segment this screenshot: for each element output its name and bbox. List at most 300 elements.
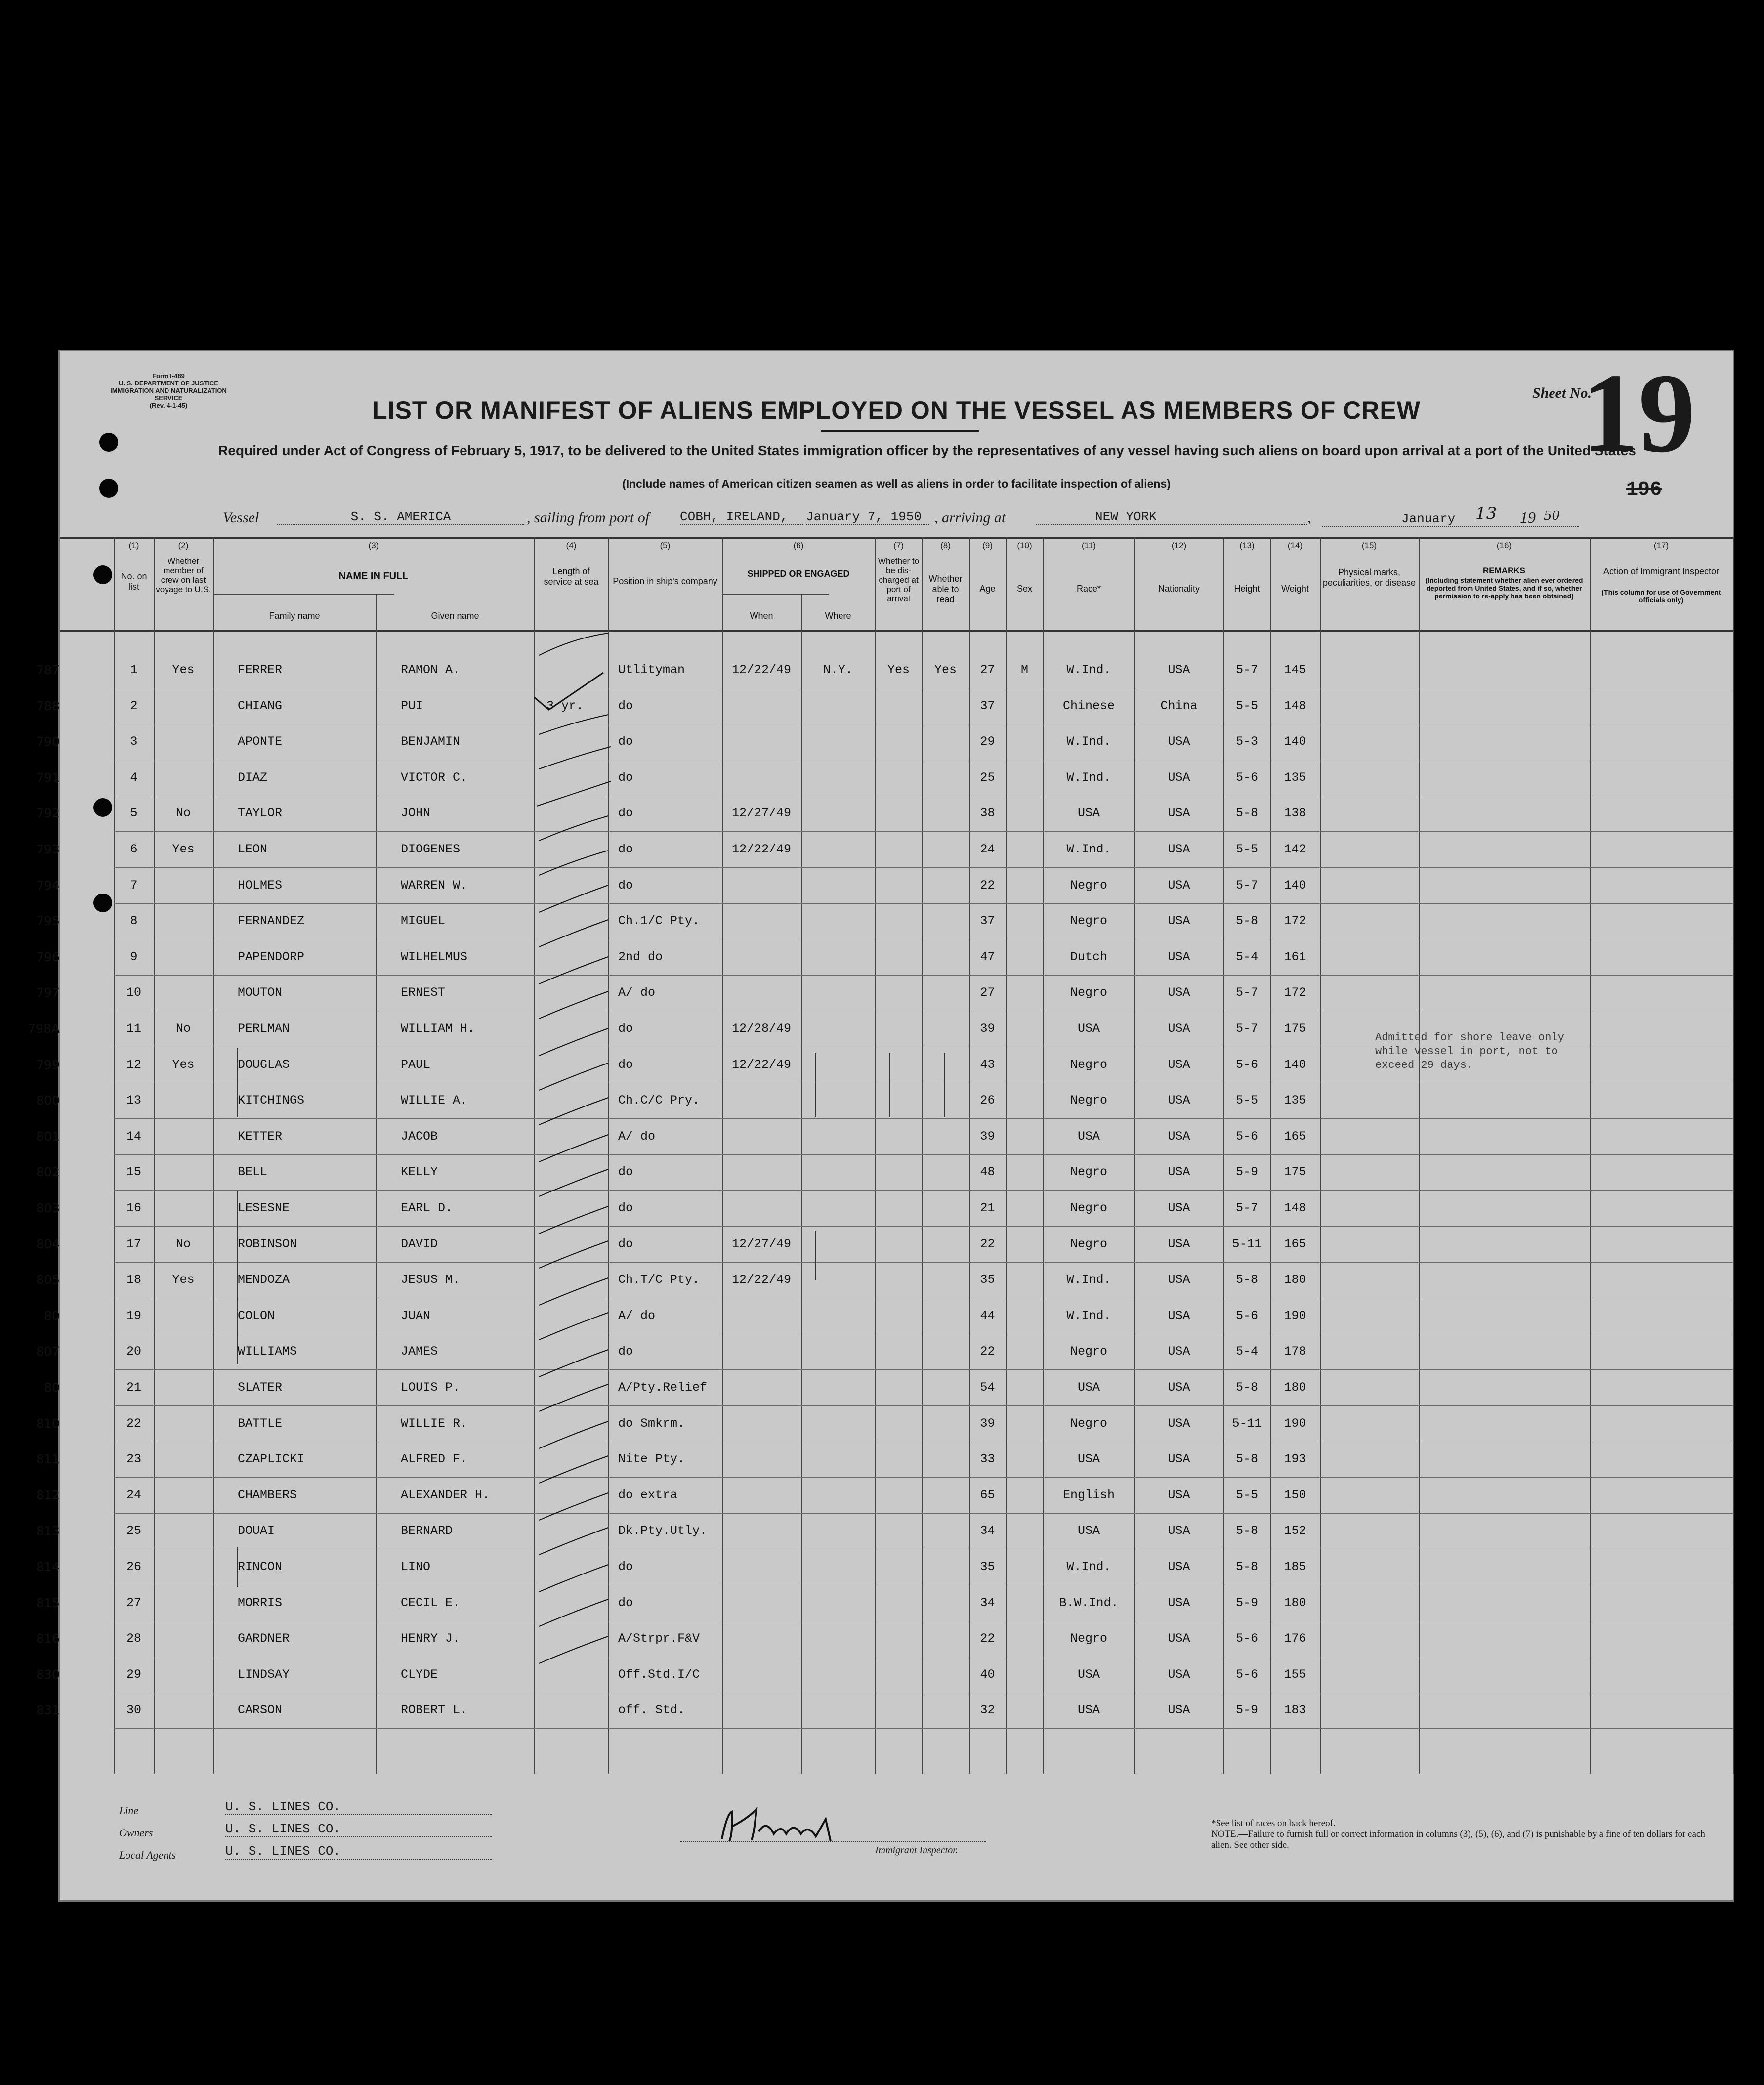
sex xyxy=(1006,1162,1043,1182)
list-number: 18 xyxy=(126,1273,141,1287)
remarks-line-2: while vessel in port, not to xyxy=(1375,1045,1558,1058)
header-remarks: REMARKS xyxy=(1483,566,1525,575)
sex xyxy=(1006,1270,1043,1290)
family-name: CARSON xyxy=(238,1703,283,1718)
nationality: USA xyxy=(1168,1416,1190,1431)
given-name: WILLIE A. xyxy=(401,1093,468,1108)
family-name: CHAMBERS xyxy=(238,1488,297,1502)
header-family-name: Family name xyxy=(269,611,320,621)
shipped-where xyxy=(801,947,875,967)
line-value: U. S. LINES CO. xyxy=(225,1799,492,1815)
col-number-5: (5) xyxy=(660,541,671,550)
height: 5-7 xyxy=(1235,985,1258,1000)
able-to-read xyxy=(922,947,969,967)
family-name: WILLIAMS xyxy=(238,1344,297,1359)
able-to-read xyxy=(922,1593,969,1613)
sailing-port: COBH, IRELAND, xyxy=(680,510,803,525)
margin-number: 805 xyxy=(36,1273,60,1287)
shipped-where xyxy=(801,1629,875,1649)
last-voyage xyxy=(154,1342,213,1362)
last-voyage xyxy=(154,1593,213,1613)
shipped-when xyxy=(722,911,801,931)
family-name: DIAZ xyxy=(238,770,268,785)
position: do xyxy=(618,842,633,856)
row-rule xyxy=(114,903,1733,904)
age: 38 xyxy=(980,806,995,821)
height: 5-8 xyxy=(1235,806,1258,821)
able-to-read xyxy=(922,840,969,859)
race: USA xyxy=(1077,1380,1100,1395)
race: Negro xyxy=(1070,1416,1107,1431)
last-voyage: Yes xyxy=(172,1057,195,1072)
height: 5-7 xyxy=(1235,878,1258,893)
family-name: LESESNE xyxy=(238,1201,290,1215)
margin-number: 807 xyxy=(36,1344,60,1359)
weight: 148 xyxy=(1284,1201,1306,1215)
shipped-when xyxy=(722,1629,801,1649)
nationality: USA xyxy=(1168,1273,1190,1287)
family-name: APONTE xyxy=(238,734,283,749)
discharged xyxy=(875,804,922,823)
family-name: MOUTON xyxy=(238,985,283,1000)
age: 39 xyxy=(980,1416,995,1431)
height: 5-9 xyxy=(1235,1165,1258,1180)
remarks-line-3: exceed 29 days. xyxy=(1375,1059,1473,1071)
weight: 138 xyxy=(1284,806,1306,821)
footer-agents xyxy=(119,1844,564,1864)
race: Negro xyxy=(1070,1344,1107,1359)
able-to-read xyxy=(922,1665,969,1685)
race: W.Ind. xyxy=(1066,663,1111,677)
position: Off.Std.I/C xyxy=(618,1667,700,1682)
last-voyage xyxy=(154,876,213,895)
row-rule xyxy=(114,1728,1733,1729)
row-rule xyxy=(114,975,1733,976)
age: 34 xyxy=(980,1524,995,1538)
weight: 185 xyxy=(1284,1560,1306,1574)
nationality: USA xyxy=(1168,949,1190,964)
nationality: USA xyxy=(1168,1308,1190,1323)
given-name: WARREN W. xyxy=(401,878,468,893)
age: 40 xyxy=(980,1667,995,1682)
able-to-read xyxy=(922,1629,969,1649)
nationality: USA xyxy=(1168,1129,1190,1144)
list-number: 7 xyxy=(130,878,138,893)
nationality: USA xyxy=(1168,734,1190,749)
given-name: WILLIE R. xyxy=(401,1416,468,1431)
sheet-label: Sheet No. xyxy=(1532,385,1592,401)
line-label: Line xyxy=(119,1804,139,1817)
sex xyxy=(1006,1091,1043,1110)
punch-hole xyxy=(93,565,112,584)
height: 5-8 xyxy=(1235,1452,1258,1467)
able-to-read xyxy=(922,911,969,931)
sex xyxy=(1006,1055,1043,1075)
shipped-when xyxy=(722,1665,801,1685)
header-sex: Sex xyxy=(1016,584,1033,594)
age: 24 xyxy=(980,842,995,856)
age: 34 xyxy=(980,1595,995,1610)
given-name: WILHELMUS xyxy=(401,949,468,964)
able-to-read xyxy=(922,696,969,716)
sheet-stamp: 196 xyxy=(1626,479,1662,501)
sex xyxy=(1006,1198,1043,1218)
margin-number: 816 xyxy=(36,1631,60,1646)
shipped-when xyxy=(722,983,801,1003)
able-to-read xyxy=(922,876,969,895)
weight: 172 xyxy=(1284,985,1306,1000)
last-voyage xyxy=(154,1378,213,1398)
last-voyage: No xyxy=(175,806,191,821)
nationality: USA xyxy=(1168,1201,1190,1215)
margin-number: 815 xyxy=(36,1595,60,1610)
age: 54 xyxy=(980,1380,995,1395)
position: do Smkrm. xyxy=(618,1416,685,1431)
col-number-3: (3) xyxy=(368,541,379,550)
sex xyxy=(1006,911,1043,931)
sex xyxy=(1006,732,1043,752)
race: USA xyxy=(1077,1524,1100,1538)
family-name: MORRIS xyxy=(238,1595,283,1610)
age: 22 xyxy=(980,1236,995,1251)
nationality: USA xyxy=(1168,1093,1190,1108)
list-number: 14 xyxy=(126,1129,141,1144)
margin-number: 80 xyxy=(44,1380,60,1395)
shipped-where xyxy=(801,696,875,716)
family-name: LEON xyxy=(238,842,268,856)
age: 39 xyxy=(980,1021,995,1036)
nationality: China xyxy=(1160,698,1198,713)
last-voyage: No xyxy=(175,1021,191,1036)
list-number: 10 xyxy=(126,985,141,1000)
height: 5-6 xyxy=(1235,1129,1258,1144)
weight: 175 xyxy=(1284,1021,1306,1036)
weight: 176 xyxy=(1284,1631,1306,1646)
height: 5-6 xyxy=(1235,1308,1258,1323)
margin-number: 811 xyxy=(36,1452,60,1467)
nationality: USA xyxy=(1168,1236,1190,1251)
table-row xyxy=(36,804,1733,823)
age: 27 xyxy=(980,663,995,677)
shipped-where xyxy=(801,911,875,931)
race: W.Ind. xyxy=(1066,1273,1111,1287)
discharged xyxy=(875,696,922,716)
family-name: PERLMAN xyxy=(238,1021,290,1036)
header-where: Where xyxy=(825,611,851,621)
header-race: Race* xyxy=(1076,584,1101,594)
position: do xyxy=(618,770,633,785)
weight: 193 xyxy=(1284,1452,1306,1467)
family-name: MENDOZA xyxy=(238,1273,290,1287)
col-number-17: (17) xyxy=(1653,541,1669,550)
position: do xyxy=(618,1236,633,1251)
family-name: KITCHINGS xyxy=(238,1093,305,1108)
margin-number: 791 xyxy=(36,770,60,785)
arrival-month: January xyxy=(1401,511,1456,526)
col-number-13: (13) xyxy=(1239,541,1255,550)
race: Dutch xyxy=(1070,949,1107,964)
sex xyxy=(1006,1414,1043,1434)
family-name: KETTER xyxy=(238,1129,283,1144)
age: 22 xyxy=(980,878,995,893)
weight: 190 xyxy=(1284,1308,1306,1323)
sheet-number: 19 xyxy=(1582,350,1695,476)
col-number-10: (10) xyxy=(1017,541,1032,550)
header-height: Height xyxy=(1234,584,1260,594)
nationality: USA xyxy=(1168,985,1190,1000)
header-last-voyage: Whether member of crew on last voyage to U.S. xyxy=(156,556,211,594)
last-voyage xyxy=(154,768,213,788)
position: do xyxy=(618,1595,633,1610)
list-number: 17 xyxy=(126,1236,141,1251)
weight: 148 xyxy=(1284,698,1306,713)
able-to-read xyxy=(922,768,969,788)
shipped-when xyxy=(722,1701,801,1720)
list-number: 13 xyxy=(126,1093,141,1108)
weight: 165 xyxy=(1284,1236,1306,1251)
list-number: 24 xyxy=(126,1488,141,1502)
given-name: ROBERT L. xyxy=(401,1703,468,1718)
age: 37 xyxy=(980,914,995,929)
age: 27 xyxy=(980,985,995,1000)
age: 47 xyxy=(980,949,995,964)
age: 65 xyxy=(980,1488,995,1502)
sex xyxy=(1006,1521,1043,1541)
punch-hole xyxy=(93,798,112,817)
given-name: WILLIAM H. xyxy=(401,1021,475,1036)
weight: 161 xyxy=(1284,949,1306,964)
height: 5-4 xyxy=(1235,949,1258,964)
list-number: 26 xyxy=(126,1560,141,1574)
nationality: USA xyxy=(1168,1021,1190,1036)
punch-hole xyxy=(99,433,118,452)
nationality: USA xyxy=(1168,878,1190,893)
last-voyage xyxy=(154,1306,213,1326)
margin-number: 796 xyxy=(36,949,60,964)
height: 5-5 xyxy=(1235,842,1258,856)
position: Utlityman xyxy=(618,663,685,677)
age: 21 xyxy=(980,1201,995,1215)
able-to-read xyxy=(922,732,969,752)
given-name: VICTOR C. xyxy=(401,770,468,785)
given-name: JOHN xyxy=(401,806,431,821)
margin-number: 790 xyxy=(36,734,60,749)
table-row xyxy=(36,840,1733,859)
discharged xyxy=(875,1593,922,1613)
header-remarks-note: (Including statement whether alien ever ordered deported from United States, and if so, whether permission to re-apply has been obtained) xyxy=(1425,576,1583,600)
shipped-when: 12/27/49 xyxy=(731,1236,792,1251)
footer-owners xyxy=(119,1822,564,1841)
header-able-to-read: Whether able to read xyxy=(928,574,963,604)
position: A/ do xyxy=(618,1308,656,1323)
margin-number: 812 xyxy=(36,1488,60,1502)
nationality: USA xyxy=(1168,1344,1190,1359)
race: Negro xyxy=(1070,1631,1107,1646)
given-name: BENJAMIN xyxy=(401,734,461,749)
margin-number: 801 xyxy=(36,1129,60,1144)
family-name: CHIANG xyxy=(238,698,283,713)
margin-number: 787 xyxy=(36,663,60,677)
sex xyxy=(1006,696,1043,716)
given-name: ALFRED F. xyxy=(401,1452,468,1467)
height: 5-8 xyxy=(1235,1380,1258,1395)
shipped-when: 12/22/49 xyxy=(731,663,792,677)
list-number: 4 xyxy=(130,770,138,785)
header-when: When xyxy=(750,611,773,621)
department: U. S. DEPARTMENT OF JUSTICE xyxy=(119,380,218,387)
discharged xyxy=(875,840,922,859)
nationality: USA xyxy=(1168,1560,1190,1574)
col-number-6: (6) xyxy=(793,541,804,550)
given-name: MIGUEL xyxy=(401,914,446,929)
given-name: HENRY J. xyxy=(401,1631,461,1646)
inspector-signature xyxy=(712,1804,860,1849)
age: 25 xyxy=(980,770,995,785)
race: Negro xyxy=(1070,1201,1107,1215)
position: do extra xyxy=(618,1488,678,1502)
form-number: Form I-489 xyxy=(152,372,185,380)
race: USA xyxy=(1077,806,1100,821)
nationality: USA xyxy=(1168,914,1190,929)
vessel-label: Vessel xyxy=(223,510,259,526)
discharged xyxy=(875,1701,922,1720)
last-voyage xyxy=(154,732,213,752)
age: 35 xyxy=(980,1273,995,1287)
sex xyxy=(1006,876,1043,895)
col-number-7: (7) xyxy=(893,541,904,550)
agents-label: Local Agents xyxy=(119,1849,176,1861)
discharged xyxy=(875,1019,922,1039)
sex xyxy=(1006,1306,1043,1326)
footer-line xyxy=(119,1799,564,1819)
last-voyage xyxy=(154,947,213,967)
margin-number: 810 xyxy=(36,1416,60,1431)
sex xyxy=(1006,1342,1043,1362)
margin-number: 788 xyxy=(36,698,60,713)
arrival-day: 13 xyxy=(1475,504,1497,523)
sailing-label: , sailing from port of xyxy=(527,510,650,526)
table-row xyxy=(36,660,1733,680)
sex xyxy=(1006,1449,1043,1469)
list-number: 8 xyxy=(130,914,138,929)
col-number-11: (11) xyxy=(1082,541,1096,550)
list-number: 2 xyxy=(130,698,138,713)
race: W.Ind. xyxy=(1066,1560,1111,1574)
last-voyage xyxy=(154,1091,213,1110)
weight: 178 xyxy=(1284,1344,1306,1359)
nationality: USA xyxy=(1168,1631,1190,1646)
height: 5-7 xyxy=(1235,1021,1258,1036)
nationality: USA xyxy=(1168,663,1190,677)
margin-number: 794 xyxy=(36,878,60,893)
list-number: 27 xyxy=(126,1595,141,1610)
header-weight: Weight xyxy=(1281,584,1309,594)
margin-number: 814 xyxy=(36,1560,60,1574)
nationality: USA xyxy=(1168,1703,1190,1718)
last-voyage: Yes xyxy=(172,1273,195,1287)
arrival-century: 19 xyxy=(1520,509,1536,526)
weight: 165 xyxy=(1284,1129,1306,1144)
arriving-port: NEW YORK xyxy=(1036,510,1307,525)
position: A/ do xyxy=(618,985,656,1000)
list-number: 19 xyxy=(126,1308,141,1323)
col-number-14: (14) xyxy=(1287,541,1303,550)
given-name: JACOB xyxy=(401,1129,438,1144)
row-rule xyxy=(114,831,1733,832)
race: Negro xyxy=(1070,1236,1107,1251)
voyage-line: Vessel S. S. AMERICA , sailing from port of COBH, IRELAND, January 7, 1950 , arriving at NEW YORK , January 13 19 50 xyxy=(223,510,1646,529)
table-row xyxy=(36,732,1733,752)
nationality: USA xyxy=(1168,1380,1190,1395)
signature-line xyxy=(680,1841,986,1842)
position: do xyxy=(618,698,633,713)
list-number: 28 xyxy=(126,1631,141,1646)
race: Negro xyxy=(1070,914,1107,929)
shipped-when xyxy=(722,1593,801,1613)
shipped-when xyxy=(722,732,801,752)
agents-value: U. S. LINES CO. xyxy=(225,1844,492,1860)
list-number: 25 xyxy=(126,1524,141,1538)
position: do xyxy=(618,734,633,749)
given-name: JESUS M. xyxy=(401,1273,461,1287)
nationality: USA xyxy=(1168,1165,1190,1180)
weight: 150 xyxy=(1284,1488,1306,1502)
sex xyxy=(1006,1486,1043,1505)
given-name: JUAN xyxy=(401,1308,431,1323)
height: 5-7 xyxy=(1235,1201,1258,1215)
shipped-when: 12/22/49 xyxy=(731,842,792,856)
height: 5-8 xyxy=(1235,1560,1258,1574)
sailing-date: January 7, 1950 xyxy=(806,510,929,525)
last-voyage xyxy=(154,1521,213,1541)
family-name: CZAPLICKI xyxy=(238,1452,305,1467)
age: 29 xyxy=(980,734,995,749)
shipped-where xyxy=(801,1701,875,1720)
race: Negro xyxy=(1070,985,1107,1000)
family-name: LINDSAY xyxy=(238,1667,290,1682)
nationality: USA xyxy=(1168,842,1190,856)
sex xyxy=(1006,1019,1043,1039)
given-name: ERNEST xyxy=(401,985,446,1000)
discharged: Yes xyxy=(887,663,910,677)
given-name: CECIL E. xyxy=(401,1595,461,1610)
age: 33 xyxy=(980,1452,995,1467)
margin-number: 797 xyxy=(36,985,60,1000)
table-row xyxy=(36,1665,1733,1685)
arrival-year: 50 xyxy=(1544,509,1560,523)
able-to-read xyxy=(922,804,969,823)
owners-label: Owners xyxy=(119,1827,153,1839)
list-number: 16 xyxy=(126,1201,141,1215)
height: 5-5 xyxy=(1235,1488,1258,1502)
position: do xyxy=(618,1201,633,1215)
position: Ch.1/C Pty. xyxy=(618,914,700,929)
position: Ch.T/C Pty. xyxy=(618,1273,700,1287)
margin-number: 813 xyxy=(36,1524,60,1538)
position: do xyxy=(618,878,633,893)
height: 5-11 xyxy=(1232,1236,1262,1251)
sex xyxy=(1006,1593,1043,1613)
weight: 180 xyxy=(1284,1595,1306,1610)
given-name: BERNARD xyxy=(401,1524,453,1538)
shipped-when xyxy=(722,696,801,716)
shipped-when: 12/22/49 xyxy=(731,1273,792,1287)
punch-hole xyxy=(93,894,112,912)
last-voyage xyxy=(154,1449,213,1469)
position: do xyxy=(618,1344,633,1359)
header-age: Age xyxy=(979,584,996,594)
nationality: USA xyxy=(1168,806,1190,821)
